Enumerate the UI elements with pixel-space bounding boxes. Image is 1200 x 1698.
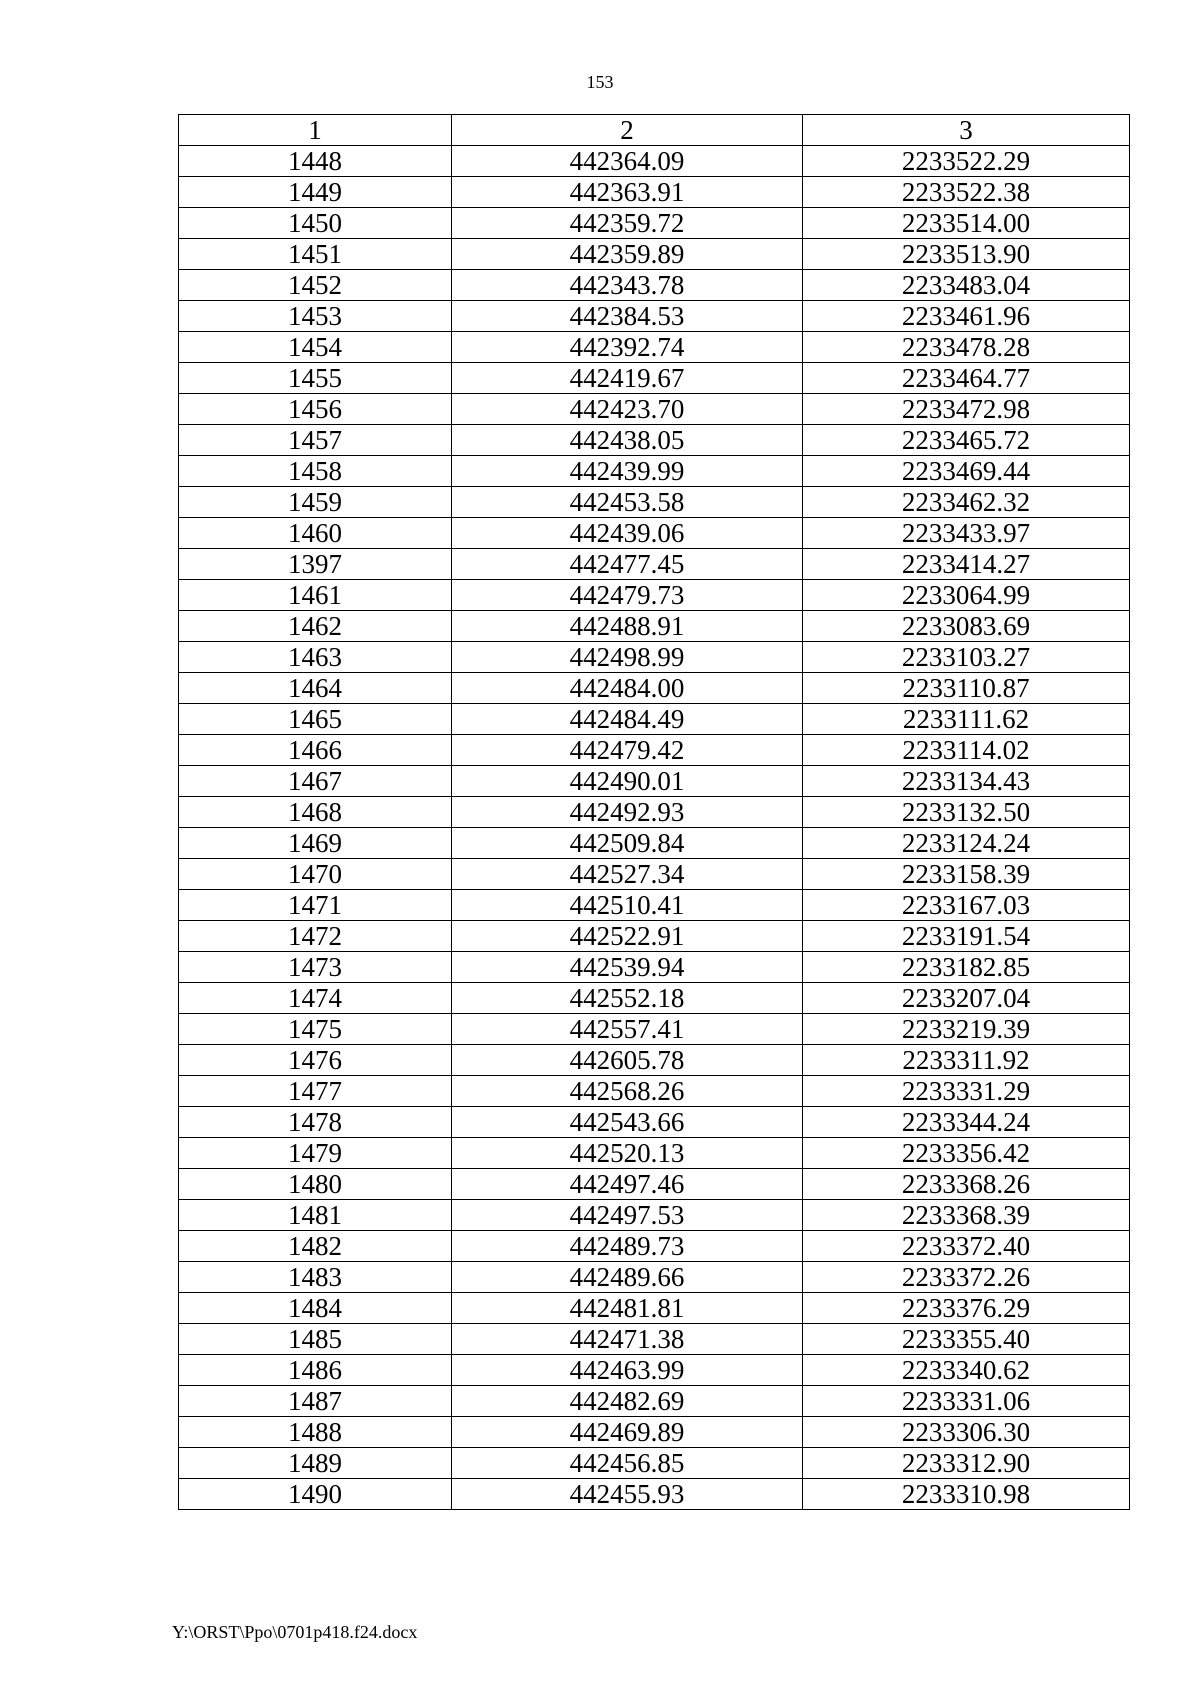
point-number-cell: 1487 (179, 1386, 452, 1417)
x-coordinate-cell: 442392.74 (452, 332, 803, 363)
footer-file-path: Y:\ORST\Ppo\0701p418.f24.docx (172, 1622, 418, 1642)
table-row (179, 1448, 1130, 1479)
y-coordinate-cell: 2233124.24 (803, 828, 1130, 859)
y-coordinate-cell: 2233478.28 (803, 332, 1130, 363)
x-coordinate-cell: 442359.89 (452, 239, 803, 270)
table-row (179, 487, 1130, 518)
point-number-cell: 1471 (179, 890, 452, 921)
x-coordinate-cell: 442484.00 (452, 673, 803, 704)
y-coordinate-cell: 2233355.40 (803, 1324, 1130, 1355)
table-row (179, 1138, 1130, 1169)
table-row (179, 921, 1130, 952)
x-coordinate-cell: 442605.78 (452, 1045, 803, 1076)
x-coordinate-cell: 442552.18 (452, 983, 803, 1014)
point-number-cell: 1454 (179, 332, 452, 363)
x-coordinate-cell: 442497.46 (452, 1169, 803, 1200)
point-number-cell: 1485 (179, 1324, 452, 1355)
table-row (179, 363, 1130, 394)
y-coordinate-cell: 2233207.04 (803, 983, 1130, 1014)
point-number-cell: 1488 (179, 1417, 452, 1448)
table-row (179, 797, 1130, 828)
point-number-cell: 1464 (179, 673, 452, 704)
point-number-cell: 1473 (179, 952, 452, 983)
y-coordinate-cell: 2233462.32 (803, 487, 1130, 518)
x-coordinate-cell: 442384.53 (452, 301, 803, 332)
x-coordinate-cell: 442539.94 (452, 952, 803, 983)
y-coordinate-cell: 2233111.62 (803, 704, 1130, 735)
table-row (179, 766, 1130, 797)
table-row (179, 1169, 1130, 1200)
point-number-cell: 1478 (179, 1107, 452, 1138)
table-row (179, 611, 1130, 642)
header-cell-col3: 3 (803, 115, 1130, 146)
table-row (179, 208, 1130, 239)
y-coordinate-cell: 2233344.24 (803, 1107, 1130, 1138)
y-coordinate-cell: 2233376.29 (803, 1293, 1130, 1324)
y-coordinate-cell: 2233433.97 (803, 518, 1130, 549)
y-coordinate-cell: 2233132.50 (803, 797, 1130, 828)
x-coordinate-cell: 442497.53 (452, 1200, 803, 1231)
point-number-cell: 1480 (179, 1169, 452, 1200)
y-coordinate-cell: 2233306.30 (803, 1417, 1130, 1448)
x-coordinate-cell: 442543.66 (452, 1107, 803, 1138)
x-coordinate-cell: 442439.99 (452, 456, 803, 487)
table-row (179, 828, 1130, 859)
x-coordinate-cell: 442488.91 (452, 611, 803, 642)
x-coordinate-cell: 442481.81 (452, 1293, 803, 1324)
y-coordinate-cell: 2233310.98 (803, 1479, 1130, 1510)
x-coordinate-cell: 442527.34 (452, 859, 803, 890)
y-coordinate-cell: 2233340.62 (803, 1355, 1130, 1386)
point-number-cell: 1476 (179, 1045, 452, 1076)
point-number-cell: 1483 (179, 1262, 452, 1293)
y-coordinate-cell: 2233219.39 (803, 1014, 1130, 1045)
table-row (179, 1200, 1130, 1231)
y-coordinate-cell: 2233110.87 (803, 673, 1130, 704)
x-coordinate-cell: 442364.09 (452, 146, 803, 177)
table-row (179, 642, 1130, 673)
x-coordinate-cell: 442343.78 (452, 270, 803, 301)
x-coordinate-cell: 442438.05 (452, 425, 803, 456)
point-number-cell: 1450 (179, 208, 452, 239)
y-coordinate-cell: 2233464.77 (803, 363, 1130, 394)
y-coordinate-cell: 2233461.96 (803, 301, 1130, 332)
point-number-cell: 1472 (179, 921, 452, 952)
table-row (179, 580, 1130, 611)
y-coordinate-cell: 2233469.44 (803, 456, 1130, 487)
point-number-cell: 1470 (179, 859, 452, 890)
table-row (179, 518, 1130, 549)
point-number-cell: 1469 (179, 828, 452, 859)
table-row (179, 735, 1130, 766)
x-coordinate-cell: 442557.41 (452, 1014, 803, 1045)
table-row (179, 1076, 1130, 1107)
table-row (179, 1293, 1130, 1324)
point-number-cell: 1453 (179, 301, 452, 332)
table-row (179, 983, 1130, 1014)
y-coordinate-cell: 2233312.90 (803, 1448, 1130, 1479)
x-coordinate-cell: 442471.38 (452, 1324, 803, 1355)
table-row (179, 549, 1130, 580)
x-coordinate-cell: 442484.49 (452, 704, 803, 735)
y-coordinate-cell: 2233483.04 (803, 270, 1130, 301)
point-number-cell: 1455 (179, 363, 452, 394)
y-coordinate-cell: 2233368.26 (803, 1169, 1130, 1200)
x-coordinate-cell: 442489.66 (452, 1262, 803, 1293)
table-row (179, 1417, 1130, 1448)
table-row (179, 1355, 1130, 1386)
point-number-cell: 1489 (179, 1448, 452, 1479)
table-row (179, 1107, 1130, 1138)
table-row (179, 704, 1130, 735)
header-cell-col2: 2 (452, 115, 803, 146)
point-number-cell: 1481 (179, 1200, 452, 1231)
point-number-cell: 1458 (179, 456, 452, 487)
table-row (179, 1045, 1130, 1076)
x-coordinate-cell: 442477.45 (452, 549, 803, 580)
table-row (179, 146, 1130, 177)
x-coordinate-cell: 442423.70 (452, 394, 803, 425)
x-coordinate-cell: 442463.99 (452, 1355, 803, 1386)
table-row (179, 859, 1130, 890)
x-coordinate-cell: 442479.42 (452, 735, 803, 766)
x-coordinate-cell: 442490.01 (452, 766, 803, 797)
y-coordinate-cell: 2233083.69 (803, 611, 1130, 642)
y-coordinate-cell: 2233414.27 (803, 549, 1130, 580)
point-number-cell: 1474 (179, 983, 452, 1014)
point-number-cell: 1397 (179, 549, 452, 580)
point-number-cell: 1457 (179, 425, 452, 456)
x-coordinate-cell: 442456.85 (452, 1448, 803, 1479)
y-coordinate-cell: 2233372.26 (803, 1262, 1130, 1293)
point-number-cell: 1452 (179, 270, 452, 301)
table-row (179, 239, 1130, 270)
y-coordinate-cell: 2233513.90 (803, 239, 1130, 270)
x-coordinate-cell: 442489.73 (452, 1231, 803, 1262)
point-number-cell: 1482 (179, 1231, 452, 1262)
y-coordinate-cell: 2233372.40 (803, 1231, 1130, 1262)
x-coordinate-cell: 442520.13 (452, 1138, 803, 1169)
coordinates-table (178, 114, 1130, 1510)
table-row (179, 1231, 1130, 1262)
y-coordinate-cell: 2233522.38 (803, 177, 1130, 208)
point-number-cell: 1462 (179, 611, 452, 642)
point-number-cell: 1451 (179, 239, 452, 270)
table-row (179, 1262, 1130, 1293)
x-coordinate-cell: 442419.67 (452, 363, 803, 394)
point-number-cell: 1467 (179, 766, 452, 797)
point-number-cell: 1459 (179, 487, 452, 518)
x-coordinate-cell: 442482.69 (452, 1386, 803, 1417)
x-coordinate-cell: 442522.91 (452, 921, 803, 952)
point-number-cell: 1463 (179, 642, 452, 673)
y-coordinate-cell: 2233311.92 (803, 1045, 1130, 1076)
table-row (179, 1479, 1130, 1510)
point-number-cell: 1475 (179, 1014, 452, 1045)
table-body (179, 146, 1130, 1510)
y-coordinate-cell: 2233514.00 (803, 208, 1130, 239)
y-coordinate-cell: 2233158.39 (803, 859, 1130, 890)
y-coordinate-cell: 2233191.54 (803, 921, 1130, 952)
y-coordinate-cell: 2233134.43 (803, 766, 1130, 797)
y-coordinate-cell: 2233114.02 (803, 735, 1130, 766)
y-coordinate-cell: 2233331.29 (803, 1076, 1130, 1107)
y-coordinate-cell: 2233182.85 (803, 952, 1130, 983)
y-coordinate-cell: 2233472.98 (803, 394, 1130, 425)
table-row (179, 332, 1130, 363)
point-number-cell: 1468 (179, 797, 452, 828)
x-coordinate-cell: 442453.58 (452, 487, 803, 518)
y-coordinate-cell: 2233331.06 (803, 1386, 1130, 1417)
x-coordinate-cell: 442363.91 (452, 177, 803, 208)
point-number-cell: 1448 (179, 146, 452, 177)
y-coordinate-cell: 2233167.03 (803, 890, 1130, 921)
table-row (179, 1386, 1130, 1417)
table-row (179, 1324, 1130, 1355)
point-number-cell: 1479 (179, 1138, 452, 1169)
x-coordinate-cell: 442568.26 (452, 1076, 803, 1107)
table-row (179, 270, 1130, 301)
table-row (179, 673, 1130, 704)
table-row (179, 301, 1130, 332)
table-row (179, 177, 1130, 208)
point-number-cell: 1466 (179, 735, 452, 766)
point-number-cell: 1449 (179, 177, 452, 208)
point-number-cell: 1461 (179, 580, 452, 611)
x-coordinate-cell: 442359.72 (452, 208, 803, 239)
y-coordinate-cell: 2233064.99 (803, 580, 1130, 611)
x-coordinate-cell: 442455.93 (452, 1479, 803, 1510)
point-number-cell: 1465 (179, 704, 452, 735)
table-row (179, 425, 1130, 456)
table-row (179, 456, 1130, 487)
table-header-row (179, 115, 1130, 146)
point-number-cell: 1460 (179, 518, 452, 549)
table-row (179, 1014, 1130, 1045)
y-coordinate-cell: 2233522.29 (803, 146, 1130, 177)
x-coordinate-cell: 442469.89 (452, 1417, 803, 1448)
point-number-cell: 1486 (179, 1355, 452, 1386)
table-row (179, 890, 1130, 921)
table-row (179, 394, 1130, 425)
header-cell-col1: 1 (179, 115, 452, 146)
x-coordinate-cell: 442498.99 (452, 642, 803, 673)
x-coordinate-cell: 442509.84 (452, 828, 803, 859)
y-coordinate-cell: 2233368.39 (803, 1200, 1130, 1231)
point-number-cell: 1484 (179, 1293, 452, 1324)
point-number-cell: 1490 (179, 1479, 452, 1510)
table-row (179, 952, 1130, 983)
y-coordinate-cell: 2233103.27 (803, 642, 1130, 673)
x-coordinate-cell: 442439.06 (452, 518, 803, 549)
x-coordinate-cell: 442510.41 (452, 890, 803, 921)
x-coordinate-cell: 442492.93 (452, 797, 803, 828)
point-number-cell: 1477 (179, 1076, 452, 1107)
y-coordinate-cell: 2233465.72 (803, 425, 1130, 456)
x-coordinate-cell: 442479.73 (452, 580, 803, 611)
y-coordinate-cell: 2233356.42 (803, 1138, 1130, 1169)
page-number: 153 (586, 72, 614, 92)
point-number-cell: 1456 (179, 394, 452, 425)
